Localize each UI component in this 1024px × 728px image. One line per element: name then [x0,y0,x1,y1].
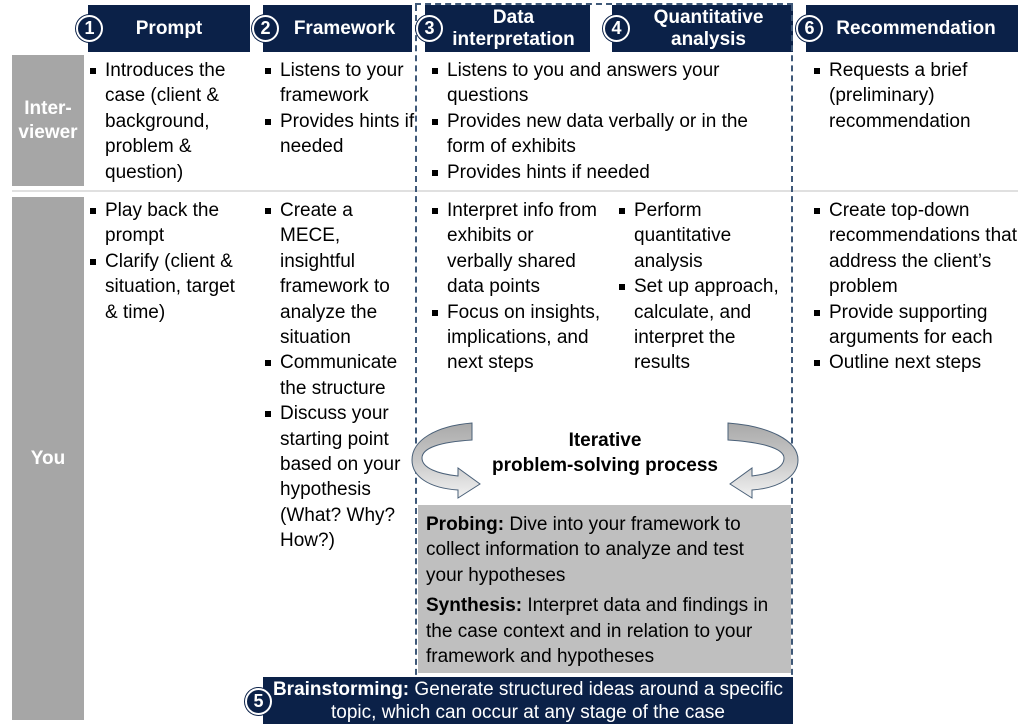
step-6-badge-icon: 6 [796,15,823,42]
list-item: Outline next steps [812,350,1018,375]
row-label-you [12,197,84,720]
interviewer-framework-list [263,58,415,160]
you-framework-list [263,198,415,554]
stage-label: Framework [293,17,396,39]
probing-description: Dive into your framework to collect information to analyze and test your hypotheses [426,514,744,586]
synthesis-title: Synthesis: [426,595,523,617]
you-data-interpretation-list [430,198,602,376]
list-item: Listens to you and answers your questions [430,58,788,109]
list-item: Communicate the structure [263,350,415,401]
list-item: Requests a brief (preliminary) recommendation [812,58,1012,134]
stage-header-recommendation [806,5,1018,52]
list-item: Create top-down recommendations that address the client’s problem [812,198,1018,300]
list-item: Listens to your framework [263,58,415,109]
row-label-line1: Inter- [24,97,72,119]
list-item: Discuss your starting point based on your hypothesis (What? Why? How?) [263,401,415,553]
step-4-badge-icon: 4 [603,15,630,42]
list-item: Perform quantitative analysis [617,198,789,274]
list-item: Introduces the case (client & background, problem & question) [88,58,248,185]
brainstorming-description: Generate structured ideas around a specific topic, which can occur at any stage of the case [331,679,784,723]
interviewer-data-quant-list [430,58,788,185]
probing-synthesis-box [418,505,791,673]
stage-label-line1: Quantitative [653,6,764,28]
stage-header-quantitative-analysis [612,5,793,52]
probing-text [426,512,783,588]
step-2-badge-icon: 2 [252,15,279,42]
row-label-interviewer [12,55,84,186]
you-quantitative-list [617,198,789,376]
stage-header-data-interpretation [425,5,590,52]
stage-label-line1: Data [492,6,535,28]
list-item: Provides hints if needed [263,109,415,160]
stage-header-prompt [88,5,250,52]
list-item: Focus on insights, implications, and next steps [430,300,602,376]
brainstorming-bar [263,677,793,724]
step-1-badge-icon: 1 [76,15,103,42]
brainstorming-title: Brainstorming: [272,679,410,700]
step-5-badge-icon: 5 [245,688,272,715]
interviewer-recommendation-list [812,58,1012,134]
list-item: Provide supporting arguments for each [812,300,1018,351]
row-separator [12,190,1018,192]
list-item: Set up approach, calculate, and interpret the results [617,274,789,376]
row-label-line2: viewer [18,121,78,143]
you-prompt-list [88,198,250,325]
probing-title: Probing: [426,514,505,535]
curved-arrow-right-icon [722,418,802,500]
you-recommendation-list [812,198,1018,376]
stage-label: Recommendation [836,17,996,39]
interviewer-prompt-list [88,58,248,185]
list-item: Interpret info from exhibits or verbally shared data points [430,198,602,300]
stage-header-framework [263,5,412,52]
iterative-line2: problem-solving process [492,455,718,476]
stage-label-line2: analysis [671,28,746,50]
row-label-text: You [30,447,66,469]
iterative-process-label [470,428,740,478]
iterative-line1: Iterative [568,430,642,451]
list-item: Create a MECE, insightful framework to analyze the situation [263,198,415,350]
step-3-badge-icon: 3 [416,15,443,42]
synthesis-description: Interpret data and findings in the case context and in relation to your framework and hypotheses [426,595,769,668]
curved-arrow-left-icon [410,418,490,500]
stage-label: Prompt [135,17,203,39]
synthesis-text [426,593,783,669]
list-item: Provides hints if needed [430,160,788,185]
list-item: Provides new data verbally or in the form of exhibits [430,109,788,160]
list-item: Clarify (client & situation, target & time) [88,249,250,325]
list-item: Play back the prompt [88,198,250,249]
stage-label-line2: interpretation [452,28,575,50]
